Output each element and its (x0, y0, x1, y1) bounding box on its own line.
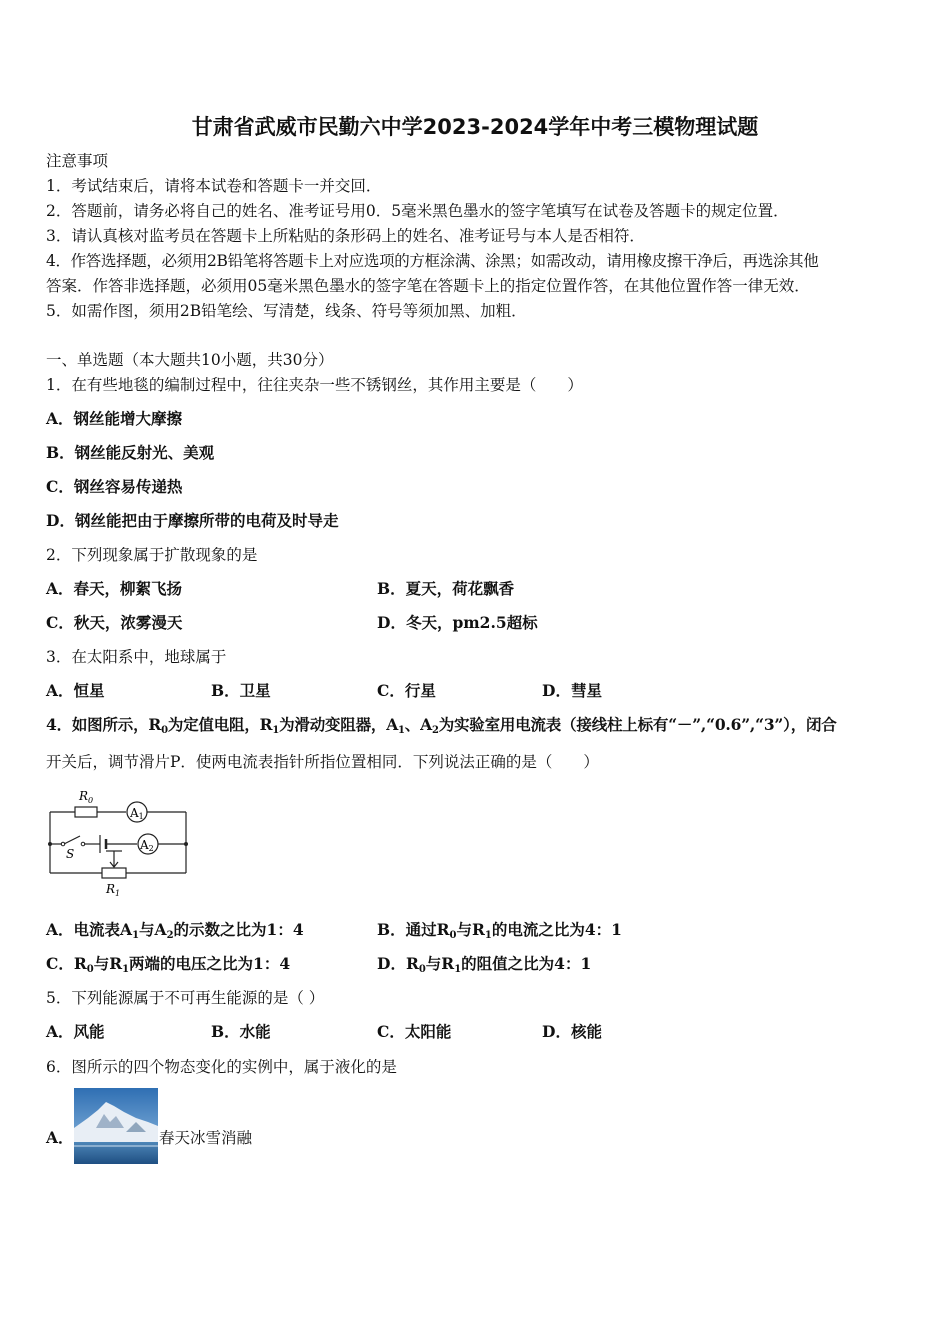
q3-option-b: B．卫星 (211, 681, 271, 700)
q3-option-c: C．行星 (377, 681, 436, 700)
snow-mountain-photo (74, 1088, 158, 1164)
note-item: 答案．作答非选择题，必须用05毫米黑色墨水的签字笔在答题卡上的指定位置作答，在其他位置作答一律无效． (46, 277, 810, 295)
q5-option-c: C．太阳能 (377, 1022, 452, 1041)
circuit-diagram (44, 783, 194, 898)
q2-option-d: D．冬天，pm2.5超标 (377, 613, 538, 632)
note-item: 2．答题前，请务必将自己的姓名、准考证号用0．5毫米黑色墨水的签字笔填写在试卷及答题卡的规定位置． (46, 202, 789, 220)
label-a2: A2 (140, 838, 154, 853)
q1-option-c: C．钢丝容易传递热 (46, 477, 183, 496)
q2-option-b: B．夏天，荷花飘香 (377, 579, 515, 598)
q5-option-d: D．核能 (542, 1022, 602, 1041)
q6-option-a-text: 春天冰雪消融 (159, 1129, 253, 1147)
q2-option-a: A．春天，柳絮飞扬 (46, 579, 183, 598)
label-a1: A1 (130, 806, 144, 821)
section-heading: 一、单选题（本大题共10小题，共30分） (46, 351, 334, 369)
q4-option-a: A．电流表$A_1$与$A_2$的示数之比为1：4 (46, 920, 304, 941)
q4-option-d: D．$R_0$与$R_1$的阻值之比为4：1 (377, 954, 592, 975)
question-6-stem: 6．图所示的四个物态变化的实例中，属于液化的是 (46, 1058, 397, 1076)
question-4-stem-line2: 开关后，调节滑片P．使两电流表指针所指位置相同．下列说法正确的是（ ） (46, 753, 599, 771)
q3-option-a: A．恒星 (46, 681, 105, 700)
page-title: 甘肃省武威市民勤六中学2023-2024学年中考三模物理试题 (191, 115, 759, 139)
q5-option-b: B．水能 (211, 1022, 271, 1041)
question-1-stem: 1．在有些地毯的编制过程中，往往夹杂一些不锈钢丝，其作用主要是（ ） (46, 376, 583, 394)
q3-option-d: D．彗星 (542, 681, 602, 700)
q4-option-b: B．通过$R_0$与$R_1$的电流之比为4：1 (377, 920, 622, 941)
label-r0: $R_0$ (79, 789, 94, 805)
resistor-r0 (75, 807, 97, 817)
note-item: 4．作答选择题，必须用2B铅笔将答题卡上对应选项的方框涂满、涂黑；如需改动，请用橡皮擦干净后，再选涂其他 (46, 252, 819, 270)
switch-s (64, 836, 80, 844)
q4-option-c: C．$R_0$与$R_1$两端的电压之比为1：4 (46, 954, 291, 975)
q2-option-c: C．秋天，浓雾漫天 (46, 613, 183, 632)
question-4-stem: 4．如图所示，$R_0$为定值电阻，$R_1$为滑动变阻器，$A_1$、$A_2$为实验室用电流表（接线柱上标有“－”,“0.6”,“3”），闭合 (46, 715, 837, 736)
note-item: 3．请认真核对监考员在答题卡上所粘贴的条形码上的姓名、准考证号与本人是否相符． (46, 227, 645, 245)
q1-option-a: A．钢丝能增大摩擦 (46, 409, 183, 428)
q6-option-a-label: A． (46, 1128, 74, 1147)
note-item: 5．如需作图，须用2B铅笔绘、写清楚，线条、符号等须加黑、加粗． (46, 302, 527, 320)
q5-option-a: A．风能 (46, 1022, 105, 1041)
question-3-stem: 3．在太阳系中，地球属于 (46, 648, 227, 666)
question-5-stem: 5．下列能源属于不可再生能源的是（ ） (46, 989, 325, 1007)
rheostat-r1 (102, 868, 126, 878)
note-item: 1．考试结束后，请将本试卷和答题卡一并交回． (46, 177, 382, 195)
q1-option-b: B．钢丝能反射光、美观 (46, 443, 215, 462)
q1-option-d: D．钢丝能把由于摩擦所带的电荷及时导走 (46, 511, 339, 530)
question-2-stem: 2．下列现象属于扩散现象的是 (46, 546, 258, 564)
label-s: S (66, 847, 75, 861)
label-r1: $R_1$ (106, 882, 121, 898)
notes-heading: 注意事项 (46, 152, 109, 170)
